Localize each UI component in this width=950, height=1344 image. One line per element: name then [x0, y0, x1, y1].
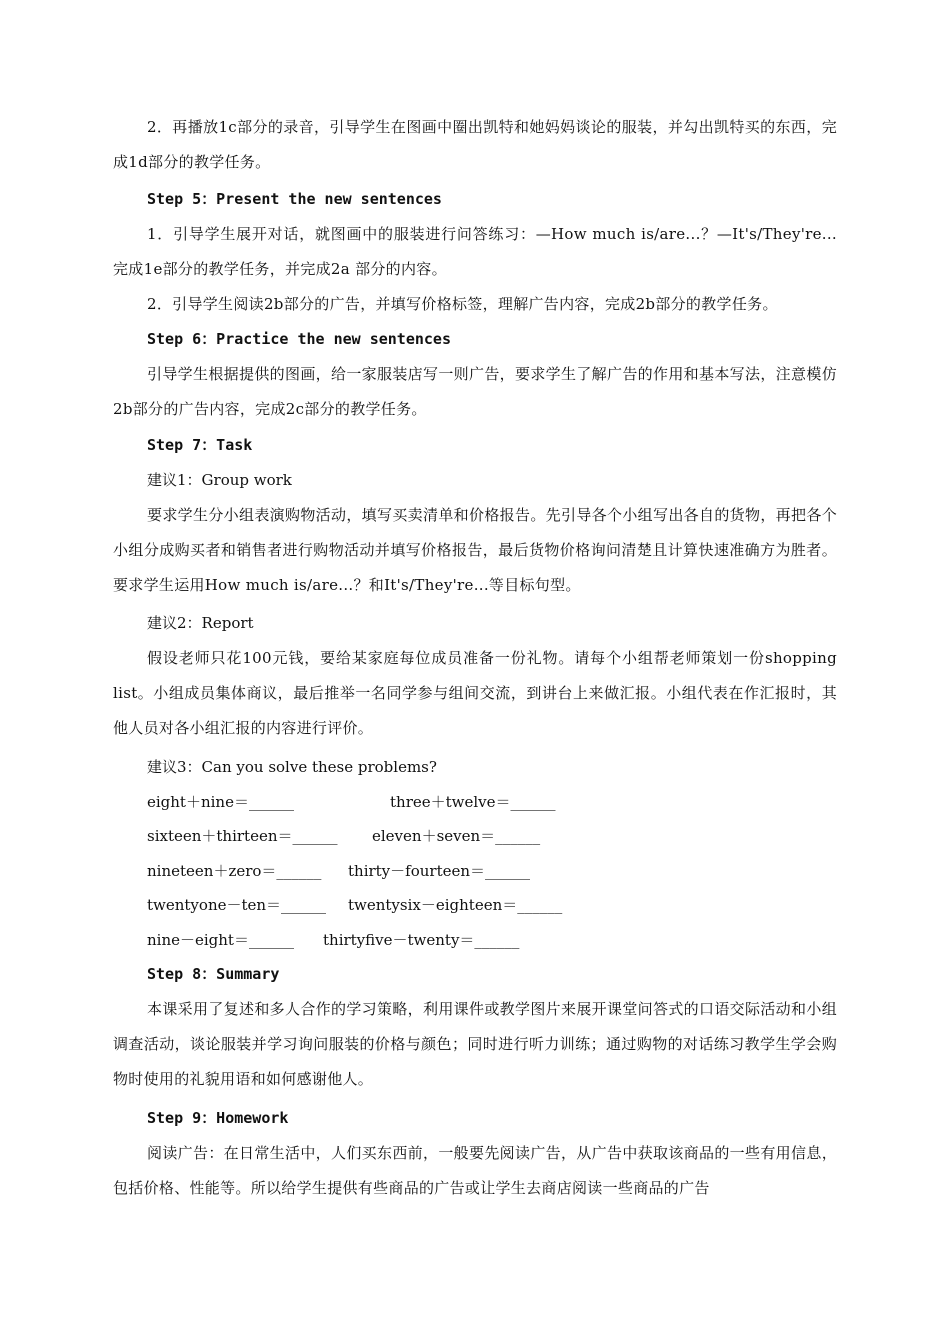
paragraph-write-ad: 引导学生根据提供的图画，给一家服装店写一则广告，要求学生了解广告的作用和基本写法，注意模仿2b部分的广告内容，完成2c部分的教学任务。 — [113, 365, 837, 418]
heading-step-5: Step 5：Present the new sentences — [147, 190, 442, 208]
paragraph-report: 假设老师只花100元钱，要给某家庭每位成员准备一份礼物。请每个小组帮老师策划一份shopping list。小组成员集体商议，最后推举一名同学参与组间交流，到讲台上来做汇报。小组代表在作汇报时，其他人员对各小组汇报的内容进行评价。 — [113, 649, 837, 737]
heading-step-9: Step 9：Homework — [147, 1109, 289, 1127]
heading-step-7: Step 7：Task — [147, 436, 253, 454]
paragraph-dialogue-practice: 1．引导学生展开对话，就图画中的服装进行问答练习：—How much is/are...？—It's/They're...完成1e部分的教学任务，并完成2a 部分的内容。 — [113, 225, 837, 278]
suggestion-3-title: 建议3：Can you solve these problems? — [147, 758, 437, 776]
suggestion-1-title: 建议1：Group work — [147, 471, 292, 489]
paragraph-group-work: 要求学生分小组表演购物活动，填写买卖清单和价格报告。先引导各个小组写出各自的货物，再把各个小组分成购买者和销售者进行购物活动并填写价格报告，最后货物价格询问清楚且计算快速准确方为胜者。要求学生运用How much is/are...？和It's/They're...等目标句型。 — [113, 506, 837, 594]
problem-item: nineteen＋zero＝______ — [147, 862, 322, 880]
problem-item: eight＋nine＝______ — [147, 793, 294, 811]
paragraph-reading-2b: 2．引导学生阅读2b部分的广告，并填写价格标签，理解广告内容，完成2b部分的教学任务。 — [147, 295, 778, 313]
suggestion-2-title: 建议2：Report — [147, 614, 254, 632]
problem-item: sixteen＋thirteen＝______ — [147, 827, 338, 845]
problem-item: three＋twelve＝______ — [390, 793, 556, 811]
problem-item: eleven＋seven＝______ — [372, 827, 541, 845]
paragraph-listening-1c: 2．再播放1c部分的录音，引导学生在图画中圈出凯特和她妈妈谈论的服装，并勾出凯特买的东西，完成1d部分的教学任务。 — [113, 118, 837, 171]
problem-item: nine－eight＝______ — [147, 931, 294, 949]
heading-step-6: Step 6：Practice the new sentences — [147, 330, 451, 348]
paragraph-summary: 本课采用了复述和多人合作的学习策略，利用课件或教学图片来展开课堂问答式的口语交际活动和小组调查活动，谈论服装并学习询问服装的价格与颜色；同时进行听力训练；通过购物的对话练习教学生学会购物时使用的礼貌用语和如何感谢他人。 — [113, 1000, 837, 1088]
problem-item: thirty－fourteen＝______ — [348, 862, 531, 880]
problem-item: twentysix－eighteen＝______ — [348, 896, 563, 914]
problem-item: thirtyfive－twenty＝______ — [323, 931, 520, 949]
problem-item: twentyone－ten＝______ — [147, 896, 327, 914]
paragraph-homework: 阅读广告：在日常生活中，人们买东西前，一般要先阅读广告，从广告中获取该商品的一些有用信息，包括价格、性能等。所以给学生提供有些商品的广告或让学生去商店阅读一些商品的广告 — [113, 1144, 837, 1197]
heading-step-8: Step 8：Summary — [147, 965, 280, 983]
